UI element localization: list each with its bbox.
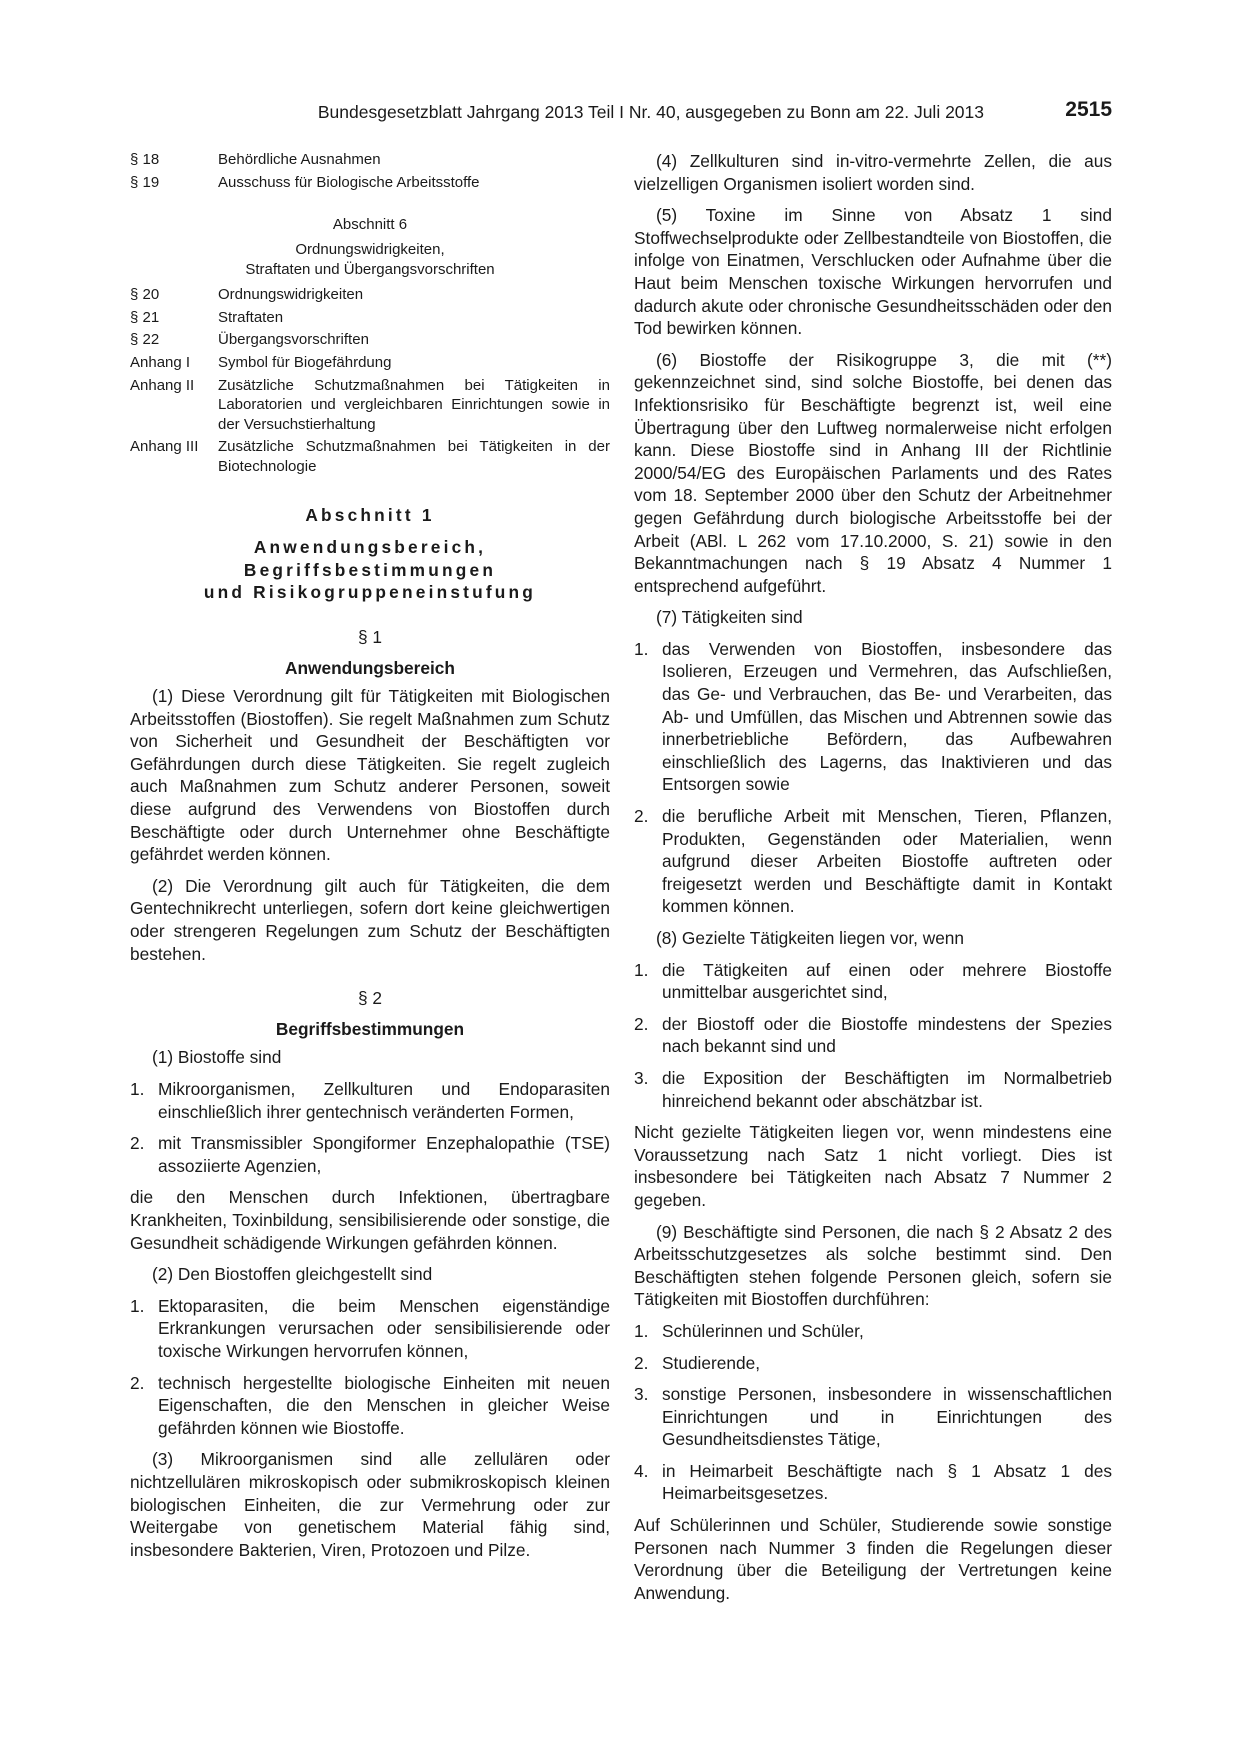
running-title: Bundesgesetzblatt Jahrgang 2013 Teil I Nr. 40, ausgegeben zu Bonn am 22. Juli 2013 xyxy=(317,102,984,122)
toc-row xyxy=(130,330,610,350)
page-header xyxy=(130,98,1112,128)
paragraph-text: Auf Schülerinnen und Schüler, Studierende sowie sonstige Personen nach Nummer 3 finden die Regelungen dieser Verordnung über die Beteiligung der Vertretungen keine Anwendung. xyxy=(634,1515,1112,1603)
toc-number: § 20 xyxy=(130,286,160,304)
list-number: 1. xyxy=(130,1079,145,1099)
paragraph-text: (2) Die Verordnung gilt auch für Tätigkeiten, die dem Gentechnikrecht unterliegen, sofern dort keine gleichwertigen oder strengeren Regelungen zum Schutz der Beschäftigten bestehen. xyxy=(130,875,610,964)
list-number: 1. xyxy=(634,638,649,659)
list-item xyxy=(634,638,1112,796)
list-text: Studierende, xyxy=(662,1352,761,1373)
toc-text: Übergangsvorschriften xyxy=(218,331,369,349)
list-number: 2. xyxy=(634,1013,649,1034)
paragraph-text: die den Menschen durch Infektionen, übertragbare Krankheiten, Toxinbildung, sensibilisierende oder sonstige, die Gesundheit schädigende Wirkungen gefährden können. xyxy=(130,1187,610,1253)
right-column xyxy=(634,150,1112,1604)
list-text: der Biostoff oder die Biostoffe mindestens der Spezies nach bekannt sind und xyxy=(662,1013,1112,1057)
toc-row xyxy=(130,437,610,476)
toc-text: Straftaten xyxy=(218,308,284,326)
toc-text: Ordnungswidrigkeiten xyxy=(218,286,364,304)
list-item xyxy=(634,1383,1112,1451)
paragraph-text: (6) Biostoffe der Risikogruppe 3, die mit (**) gekennzeichnet sind, sind solche Biostoffe, bei denen das Infektionsrisiko für Beschäftigte begrenzt ist, weil eine Übertragung über den Luftweg normalerweise nicht erfolgen kann. Diese Biostoffe sind in Anhang III der Richtlinie 2000/54/EG des Europäischen Parlaments und des Rates vom 18. September 2000 über den Schutz der Arbeitnehmer gegen Gefährdung durch biologische Arbeitsstoffe bei der Arbeit (ABl. L 262 vom 17.10.2000, S. 21) sowie in den Bekanntmachungen nach § 19 Absatz 4 Nummer 1 entsprechend aufgeführt. xyxy=(634,349,1112,596)
list-item xyxy=(634,1013,1112,1058)
toc-text: Behördliche Ausnahmen xyxy=(218,151,381,168)
paragraph-text: (2) Den Biostoffen gleichgestellt sind xyxy=(152,1264,433,1285)
toc-row xyxy=(130,285,610,305)
left-column xyxy=(130,150,610,1561)
list-text: in Heimarbeit Beschäftigte nach § 1 Absatz 1 des Heimarbeitsgesetzes. xyxy=(662,1460,1112,1504)
toc-row xyxy=(130,173,610,193)
toc-text: Ausschuss für Biologische Arbeitsstoffe xyxy=(218,173,480,191)
list-text: die berufliche Arbeit mit Menschen, Tieren, Pflanzen, Produkten, Gegenständen oder Materialien, wenn aufgrund dieser Arbeiten Biostoffe auftreten oder freigesetzt werden und Beschäftigte damit in Kontakt kommen können. xyxy=(662,806,1112,917)
list-number: 4. xyxy=(634,1460,649,1481)
list-text: Schülerinnen und Schüler, xyxy=(662,1320,864,1341)
list-number: 2. xyxy=(634,806,649,827)
toc-row xyxy=(130,353,610,373)
list-item xyxy=(634,1460,1112,1505)
list-item xyxy=(634,1352,1112,1375)
list-number: 3. xyxy=(634,1067,649,1088)
toc-section-label: Abschnitt 6 xyxy=(332,216,408,234)
toc-number: Anhang I xyxy=(130,353,191,371)
list-number: 1. xyxy=(634,959,649,980)
list-item xyxy=(130,1295,610,1363)
paragraph-text: (9) Beschäftigte sind Personen, die nach § 2 Absatz 2 des Arbeitsschutzgesetzes als solche bestimmt sind. Den Beschäftigten stehen folgende Personen gleich, sofern sie Tätigkeiten mit Biostoffen durchführen: xyxy=(634,1221,1112,1310)
list-item xyxy=(634,805,1112,918)
list-item xyxy=(130,1132,610,1177)
list-text: die Exposition der Beschäftigten im Normalbetrieb hinreichend bekannt oder abschätzbar ist. xyxy=(662,1067,1112,1111)
list-text: Ektoparasiten, die beim Menschen eigenständige Erkrankungen verursachen oder sensibilisierende oder toxische Wirkungen hervorrufen können, xyxy=(158,1295,610,1361)
toc-number: Anhang II xyxy=(130,376,195,394)
list-item xyxy=(130,1372,610,1440)
list-text: sonstige Personen, insbesondere in wissenschaftlichen Einrichtungen und in Einrichtungen des Gesundheitsdienstes Tätige, xyxy=(662,1384,1112,1450)
list-item xyxy=(634,1320,1112,1343)
toc-row xyxy=(130,150,610,170)
list-text: Mikroorganismen, Zellkulturen und Endoparasiten einschließlich ihrer gentechnisch veränderten Formen, xyxy=(158,1079,610,1122)
list-text: mit Transmissibler Spongiformer Enzephalopathie (TSE) assoziierte Agenzien, xyxy=(158,1133,610,1176)
section-title: Begriffsbestimmungen xyxy=(243,559,497,580)
toc-number: § 18 xyxy=(130,151,160,168)
paragraph-number: § 2 xyxy=(357,988,383,1009)
list-number: 2. xyxy=(634,1352,649,1373)
paragraph-title: Begriffsbestimmungen xyxy=(275,1018,465,1039)
paragraph-text: Nicht gezielte Tätigkeiten liegen vor, wenn mindestens eine Voraussetzung nach Satz 1 nicht vorliegt. Dies ist insbesondere bei Tätigkeiten nach Absatz 7 Nummer 2 gegeben. xyxy=(634,1122,1112,1210)
toc-text: Zusätzliche Schutzmaßnahmen bei Tätigkeiten in Laboratorien und vergleichbaren Einrichtungen sowie in der Versuchstierhaltung xyxy=(218,376,610,433)
toc-section-title: Straftaten und Übergangsvorschriften xyxy=(245,261,495,279)
toc-number: Anhang III xyxy=(130,438,199,456)
toc-number: § 19 xyxy=(130,173,160,191)
list-text: das Verwenden von Biostoffen, insbesondere das Isolieren, Erzeugen und Vermehren, das Aufschließen, das Ge- und Verbrauchen, das Be- und Verarbeiten, das Ab- und Umfüllen, das Mischen und Abtrennen sowie das innerbetriebliche Befördern, das Aufbewahren einschließlich des Lagerns, das Inaktivieren und das Entsorgen sowie xyxy=(662,638,1112,795)
toc-section-title: Ordnungswidrigkeiten, xyxy=(295,241,445,259)
paragraph-text: (1) Biostoffe sind xyxy=(152,1047,282,1068)
paragraph-text: (5) Toxine im Sinne von Absatz 1 sind Stoffwechselprodukte oder Zellbestandteile von Biostoffen, die infolge von Einatmen, Verschlucken oder Aufnahme über die Haut beim Menschen toxische Wirkungen hervorrufen und dadurch akute oder chronische Gesundheitsschäden oder den Tod bewirken können. xyxy=(634,205,1112,339)
paragraph-text: (1) Diese Verordnung gilt für Tätigkeiten mit Biologischen Arbeitsstoffen (Biostoffen). Sie regelt Maßnahmen zum Schutz von Sicherheit und Gesundheit der Beschäftigten vor Gefährdungen durch diese Tätigkeiten. Sie regelt zugleich auch Maßnahmen zum Schutz anderer Personen, soweit diese aufgrund des Verwendens von Biostoffen durch Beschäftigte oder durch Unternehmer ohne Beschäftigte gefährdet werden können. xyxy=(130,686,610,865)
list-item xyxy=(130,1078,610,1123)
page-number: 2515 xyxy=(1065,98,1112,121)
section-title: und Risikogruppeneinstufung xyxy=(203,582,537,603)
toc-row xyxy=(130,376,610,435)
toc-number: § 22 xyxy=(130,331,160,349)
paragraph-text: (7) Tätigkeiten sind xyxy=(656,607,803,628)
toc-text: Zusätzliche Schutzmaßnahmen bei Tätigkeiten in der Biotechnologie xyxy=(218,438,610,475)
paragraph-title: Anwendungsbereich xyxy=(285,657,455,678)
toc-number: § 21 xyxy=(130,308,160,326)
paragraph-number: § 1 xyxy=(357,626,383,647)
paragraph-text: (4) Zellkulturen sind in-vitro-vermehrte Zellen, die aus vielzelligen Organismen isoliert worden sind. xyxy=(634,151,1112,194)
paragraph-text: (3) Mikroorganismen sind alle zellulären oder nichtzellulären mikroskopisch oder submikroskopisch kleinen biologischen Einheiten, die zur Vermehrung oder zur Weitergabe von genetischem Material fähig sind, insbesondere Bakterien, Viren, Protozoen und Pilze. xyxy=(130,1449,610,1560)
toc-row xyxy=(130,308,610,328)
section-title: Anwendungsbereich, xyxy=(253,537,487,558)
list-number: 1. xyxy=(130,1295,145,1316)
paragraph-text: (8) Gezielte Tätigkeiten liegen vor, wenn xyxy=(656,928,965,948)
list-number: 2. xyxy=(130,1372,145,1393)
section-label: Abschnitt 1 xyxy=(305,504,435,525)
table-of-contents xyxy=(130,150,610,477)
list-item xyxy=(634,1067,1112,1112)
list-number: 2. xyxy=(130,1133,145,1154)
list-number: 1. xyxy=(634,1320,649,1341)
list-number: 3. xyxy=(634,1384,649,1405)
toc-text: Symbol für Biogefährdung xyxy=(218,353,392,371)
list-item xyxy=(634,959,1112,1004)
list-text: die Tätigkeiten auf einen oder mehrere Biostoffe unmittelbar ausgerichtet sind, xyxy=(662,959,1112,1003)
list-text: technisch hergestellte biologische Einheiten mit neuen Eigenschaften, die den Menschen in gleicher Weise gefährden können wie Biostoffe. xyxy=(158,1372,610,1438)
